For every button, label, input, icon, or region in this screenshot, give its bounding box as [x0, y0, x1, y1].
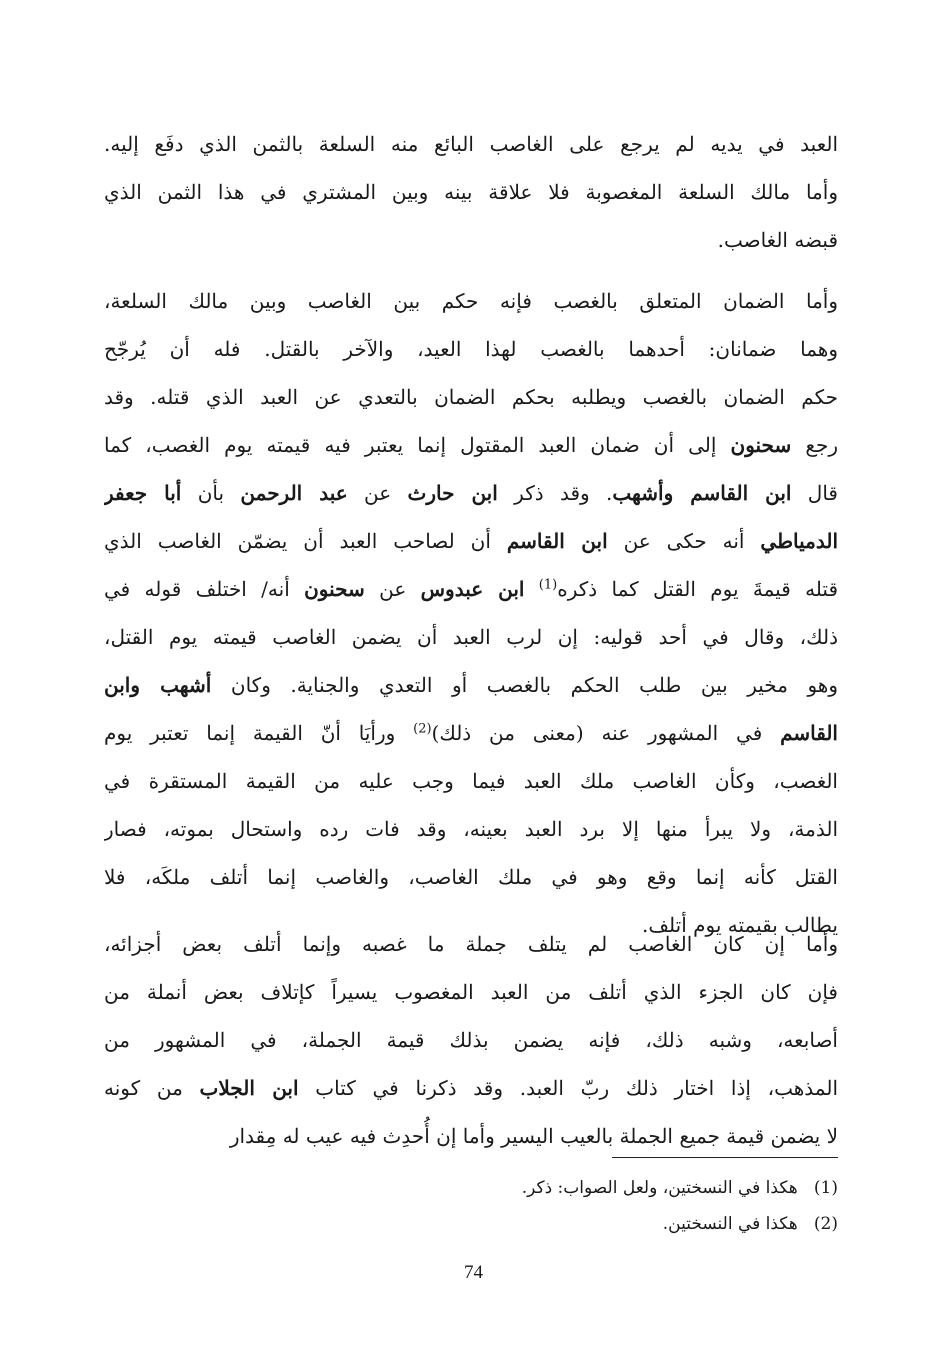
name-highlight: ابن عبدوس — [420, 577, 525, 601]
footnote-text: هكذا في النسختين. — [662, 1214, 798, 1234]
text-segment: إلى أن ضمان العبد المقتول إنما يعتبر فيه قيمته يوم الغصب، كما — [104, 433, 731, 457]
text-segment: عن — [364, 577, 421, 601]
text-segment: القتل كأنه إنما وقع وهو في ملك الغاصب، والغاصب إنما أتلف ملكَه، فلا — [104, 865, 838, 889]
text-line — [104, 1016, 838, 1064]
text-segment: الذمة، ولا يبرأ منها إلا برد العبد بعينه، وقد فات رده واستحال بموته، فصار — [104, 817, 838, 841]
footnote-number: (1) — [813, 1178, 838, 1198]
text-segment: قال — [791, 481, 838, 505]
footnote-number: (2) — [813, 1214, 838, 1234]
name-highlight: أشهب وابن — [104, 673, 212, 697]
footnote-reference: (1) — [538, 577, 558, 593]
footnote-divider — [612, 1157, 838, 1158]
paragraph-2 — [104, 277, 838, 949]
text-segment: وهو مخير بين طلب الحكم بالغصب أو التعدي والجناية. وكان — [211, 673, 838, 697]
text-segment: . وقد ذكر — [497, 481, 613, 505]
text-segment: المذهب، إذا اختار ذلك ربّ العبد. وقد ذكرنا في كتاب — [298, 1076, 838, 1100]
text-segment: العبد في يديه لم يرجع على الغاصب البائع منه السلعة بالثمن الذي دفَع إليه. — [104, 132, 838, 156]
text-line — [104, 565, 838, 613]
text-line — [104, 517, 838, 565]
name-highlight: ابن القاسم — [506, 529, 608, 553]
text-segment: رجع — [791, 433, 838, 457]
footnote-reference: (2) — [413, 721, 432, 737]
text-segment: أنه حكى عن — [607, 529, 761, 553]
footnotes — [104, 1170, 838, 1242]
text-line — [104, 853, 838, 901]
text-segment: وهما ضمانان: أحدهما بالغصب لهذا العيد، والآخر بالقتل. فله أن يُرجّح — [104, 337, 838, 361]
text-segment: أن لصاحب العبد أن يضمّن الغاصب الذي — [104, 529, 507, 553]
text-segment: وأما إن كان الغاصب لم يتلف جملة ما غصبه وإنما أتلف بعض أجزائه، — [104, 932, 838, 956]
text-line — [104, 920, 838, 968]
text-line — [104, 120, 838, 168]
name-highlight: عبد الرحمن — [240, 481, 348, 505]
page-number: 74 — [464, 1262, 483, 1283]
text-line — [104, 968, 838, 1016]
text-line — [104, 168, 838, 216]
footnote-1 — [104, 1170, 838, 1206]
text-line — [104, 613, 838, 661]
name-highlight: سحنون — [730, 433, 792, 457]
text-segment: الغصب، وكأن الغاصب ملك العبد فيما وجب عليه من القيمة المستقرة في — [104, 769, 838, 793]
text-segment: لا يضمن قيمة جميع الجملة بالعيب اليسير وأما إن أُحدِث فيه عيب له مِقدار — [229, 1124, 838, 1148]
paragraph-1 — [104, 120, 838, 264]
text-segment: حكم الضمان بالغصب ويطلبه بحكم الضمان بالتعدي عن العبد الذي قتله. وقد — [104, 385, 838, 409]
name-highlight: سحنون — [304, 577, 365, 601]
text-line — [104, 277, 838, 325]
text-segment: في المشهور عنه (معنى من ذلك) — [431, 721, 781, 745]
footnote-text: هكذا في النسختين، ولعل الصواب: ذكر. — [521, 1178, 798, 1198]
text-line — [104, 216, 838, 264]
text-line — [104, 1112, 838, 1160]
text-segment: يطالب بقيمته يوم أتلف. — [642, 913, 838, 937]
name-highlight: القاسم — [780, 721, 838, 745]
text-line — [104, 421, 838, 469]
text-segment: وأما الضمان المتعلق بالغصب فإنه حكم بين الغاصب وبين مالك السلعة، — [104, 289, 838, 313]
text-line — [104, 757, 838, 805]
text-line — [104, 805, 838, 853]
text-segment: فإن كان الجزء الذي أتلف من العبد المغصوب يسيراً كإتلاف بعض أنملة من — [104, 980, 838, 1004]
paragraph-3 — [104, 920, 838, 1160]
text-line — [104, 373, 838, 421]
text-line — [104, 325, 838, 373]
text-segment: ذلك، وقال في أحد قوليه: إن لرب العبد أن يضمن الغاصب قيمته يوم القتل، — [104, 625, 838, 649]
text-line — [104, 661, 838, 709]
footnote-2 — [104, 1206, 838, 1242]
name-highlight: ابن القاسم وأشهب — [612, 481, 792, 505]
text-segment: أنه/ اختلف قوله في — [104, 577, 305, 601]
text-segment: قبضه الغاصب. — [717, 228, 838, 252]
text-line — [104, 1064, 838, 1112]
text-line — [104, 469, 838, 517]
text-segment: وأما مالك السلعة المغصوبة فلا علاقة بينه وبين المشتري في هذا الثمن الذي — [104, 180, 838, 204]
text-segment: من كونه — [104, 1076, 200, 1100]
text-segment: أصابعه، وشبه ذلك، فإنه يضمن بذلك قيمة الجملة، في المشهور من — [104, 1028, 838, 1052]
text-segment: قتله قيمةَ يوم القتل كما ذكره — [557, 577, 838, 601]
text-segment: بأن — [181, 481, 241, 505]
name-highlight: الدمياطي — [760, 529, 838, 553]
text-segment: ورأيَا أنّ القيمة إنما تعتبر يوم — [104, 721, 414, 745]
text-segment: عن — [347, 481, 408, 505]
name-highlight: ابن حارث — [407, 481, 498, 505]
text-segment — [524, 577, 538, 601]
name-highlight: أبا جعفر — [104, 481, 182, 505]
name-highlight: ابن الجلاب — [199, 1076, 299, 1100]
text-line — [104, 709, 838, 757]
